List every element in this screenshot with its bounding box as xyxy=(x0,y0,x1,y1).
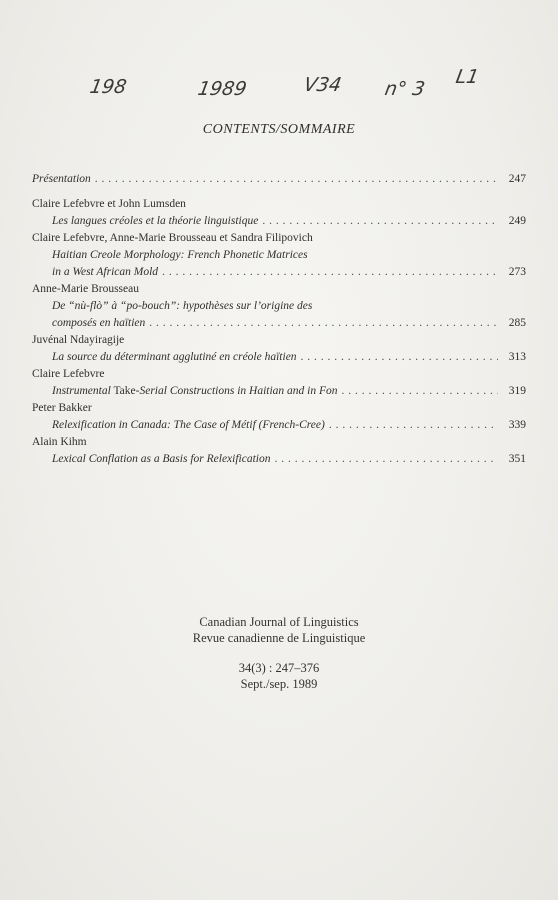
dot-leader xyxy=(149,315,498,332)
handwritten-note-1: 198 xyxy=(88,76,129,98)
toc-title: composés en haïtien xyxy=(52,317,146,329)
contents-heading: CONTENTS/SOMMAIRE xyxy=(202,122,356,137)
dot-leader xyxy=(301,349,498,366)
toc-title: Les langues créoles et la théorie linguistique xyxy=(52,215,259,227)
toc-entry[interactable] xyxy=(32,315,526,332)
toc-entry[interactable] xyxy=(32,417,526,434)
handwritten-note-2: 1989 xyxy=(196,78,249,100)
toc-author: Anne-Marie Brousseau xyxy=(32,283,139,295)
toc-title: Présentation xyxy=(32,173,91,185)
toc-author: Claire Lefebvre, Anne-Marie Brousseau et Sandra Filipovich xyxy=(32,232,313,244)
toc-title-line xyxy=(32,298,526,315)
handwritten-note-5: L1 xyxy=(454,66,481,88)
dot-leader xyxy=(95,171,498,188)
toc-author: Claire Lefebvre et John Lumsden xyxy=(32,198,186,210)
toc-entry[interactable] xyxy=(32,383,526,400)
toc-title: La source du déterminant agglutiné en créole haïtien xyxy=(52,351,297,363)
toc-page-number: 313 xyxy=(508,351,526,363)
dot-leader xyxy=(329,417,498,434)
toc-page-number: 319 xyxy=(508,385,526,397)
toc-author: Juvénal Ndayiragije xyxy=(32,334,125,346)
issue-date: Sept./sep. 1989 xyxy=(240,677,318,691)
toc-page-number: 273 xyxy=(508,266,526,278)
handwritten-annotations xyxy=(0,66,558,112)
toc-title-line xyxy=(32,247,526,264)
toc-title: Haitian Creole Morphology: French Phonetic Matrices xyxy=(52,249,308,261)
toc-author: Peter Bakker xyxy=(32,402,92,414)
toc-title: in a West African Mold xyxy=(52,266,159,278)
toc-entry-presentation[interactable] xyxy=(32,171,526,188)
toc-title-part: Take xyxy=(110,385,136,397)
toc-title: De “nù-flò” à “po-bouch”: hypothèses sur l’origine des xyxy=(52,300,313,312)
toc-entry[interactable] xyxy=(32,451,526,468)
dot-leader xyxy=(162,264,498,281)
toc-page-number: 285 xyxy=(508,317,526,329)
toc-author: Claire Lefebvre xyxy=(32,368,105,380)
journal-footer xyxy=(0,614,558,692)
volume-pages: 34(3) : 247–376 xyxy=(238,661,320,675)
journal-name-en: Canadian Journal of Linguistics xyxy=(199,615,359,629)
toc-page-number: 247 xyxy=(508,173,526,185)
dot-leader xyxy=(262,213,498,230)
dot-leader xyxy=(342,383,498,400)
toc-page-number: 339 xyxy=(508,419,526,431)
toc-title: Lexical Conflation as a Basis for Relexification xyxy=(52,453,271,465)
toc-entry[interactable] xyxy=(32,264,526,281)
toc-page-number: 351 xyxy=(508,453,526,465)
toc-title xyxy=(52,383,338,400)
table-of-contents xyxy=(32,171,526,468)
handwritten-note-3: V34 xyxy=(302,74,344,96)
toc-title: Relexification in Canada: The Case of Métif (French-Cree) xyxy=(52,419,325,431)
toc-author: Alain Kihm xyxy=(32,436,87,448)
toc-entry[interactable] xyxy=(32,349,526,366)
journal-name-fr: Revue canadienne de Linguistique xyxy=(192,631,366,645)
toc-entry[interactable] xyxy=(32,213,526,230)
handwritten-note-4: n° 3 xyxy=(383,78,427,100)
toc-page-number: 249 xyxy=(508,215,526,227)
dot-leader xyxy=(274,451,498,468)
toc-title-part: -Serial Constructions in Haitian and in Fon xyxy=(135,385,338,397)
toc-title-part: Instrumental xyxy=(52,385,111,397)
